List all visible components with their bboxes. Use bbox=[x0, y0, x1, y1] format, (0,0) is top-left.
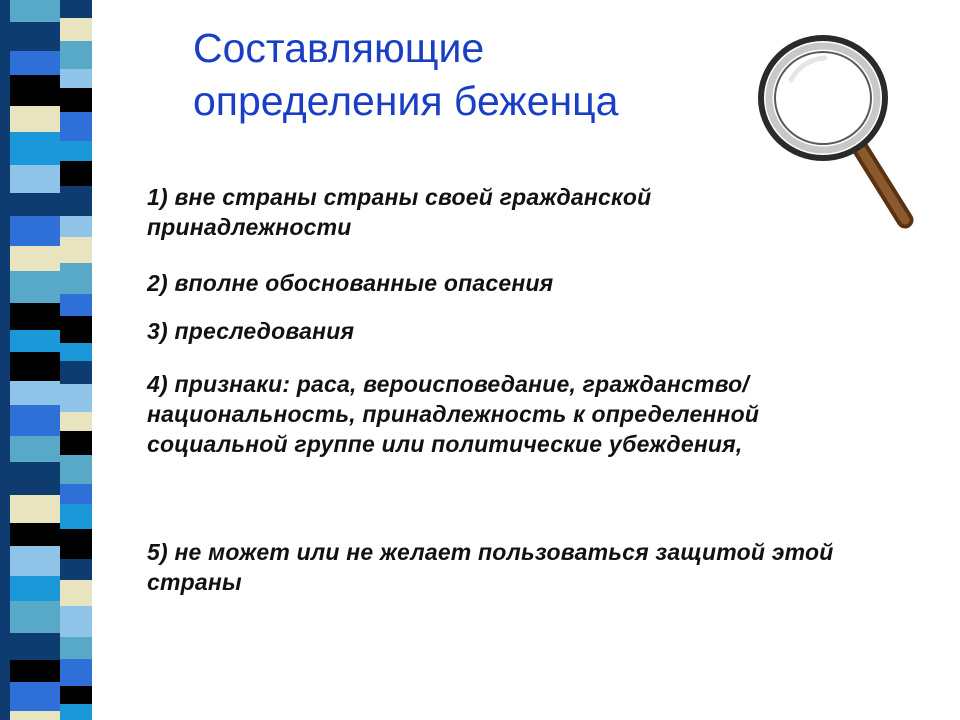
stripe-block bbox=[60, 237, 92, 263]
stripe-block bbox=[60, 161, 92, 186]
stripe-block bbox=[60, 141, 92, 161]
stripe-block bbox=[60, 112, 92, 141]
stripe-block bbox=[60, 529, 92, 559]
stripe-block bbox=[60, 0, 92, 18]
stripe-block bbox=[60, 384, 92, 412]
stripe-block bbox=[60, 659, 92, 686]
stripe-block bbox=[60, 704, 92, 720]
stripe-block bbox=[60, 637, 92, 659]
stripe-block bbox=[10, 271, 60, 303]
stripe-block bbox=[60, 343, 92, 361]
slide-title-line-1: Составляющие bbox=[193, 25, 485, 71]
stripe-block bbox=[10, 0, 60, 22]
stripe-block bbox=[60, 431, 92, 455]
stripe-block bbox=[10, 216, 60, 246]
slide-title bbox=[193, 22, 753, 128]
stripe-block bbox=[60, 361, 92, 384]
stripe-block bbox=[10, 601, 60, 633]
stripe-block bbox=[60, 216, 92, 237]
stripe-block bbox=[10, 633, 60, 660]
stripe-block bbox=[10, 51, 60, 75]
stripe-block bbox=[60, 580, 92, 606]
stripe-block bbox=[10, 405, 60, 436]
stripe-block bbox=[60, 186, 92, 216]
stripe-block bbox=[60, 686, 92, 704]
list-item: 1) вне страны страны своей гражданской принадлежности bbox=[147, 184, 652, 240]
stripe-block bbox=[10, 303, 60, 330]
stripe-block bbox=[60, 41, 92, 69]
stripe-block bbox=[10, 436, 60, 462]
stripe-block bbox=[10, 381, 60, 405]
list-item: 4) признаки: раса, вероисповедание, гражданство/национальность, принадлежность к определенной социальной группе или политические убеждения, bbox=[147, 371, 760, 457]
stripe-block bbox=[10, 462, 60, 495]
stripe-block bbox=[60, 606, 92, 637]
stripe-block bbox=[60, 88, 92, 112]
stripe-block bbox=[60, 18, 92, 41]
stripe-block bbox=[10, 246, 60, 271]
stripe-block bbox=[60, 316, 92, 343]
stripe-block bbox=[60, 504, 92, 529]
stripe-block bbox=[10, 682, 60, 711]
stripe-block bbox=[60, 263, 92, 294]
stripe-block bbox=[10, 660, 60, 682]
stripe-block bbox=[10, 106, 60, 132]
stripe-block bbox=[60, 412, 92, 431]
stripe-block bbox=[10, 523, 60, 546]
stripe-block bbox=[60, 294, 92, 316]
stripe-block bbox=[10, 546, 60, 576]
stripe-block bbox=[10, 711, 60, 720]
stripe-block bbox=[10, 165, 60, 193]
stripe-block bbox=[10, 495, 60, 523]
stripe-block bbox=[10, 75, 60, 106]
slide-title-line-2: определения беженца bbox=[193, 78, 619, 124]
list-item: 2) вполне обоснованные опасения bbox=[147, 270, 554, 296]
stripe-block bbox=[10, 22, 60, 51]
decorative-stripe bbox=[0, 0, 110, 720]
stripe-block bbox=[60, 455, 92, 484]
stripe-block bbox=[10, 576, 60, 601]
stripe-block bbox=[10, 193, 60, 216]
stripe-block bbox=[10, 330, 60, 352]
stripe-block bbox=[60, 559, 92, 580]
stripe-block bbox=[10, 352, 60, 381]
list-item: 3) преследования bbox=[147, 318, 355, 344]
stripe-block bbox=[60, 69, 92, 88]
stripe-block bbox=[60, 484, 92, 504]
stripe-block bbox=[10, 132, 60, 165]
list-item: 5) не может или не желает пользоваться защитой этой страны bbox=[147, 539, 834, 595]
